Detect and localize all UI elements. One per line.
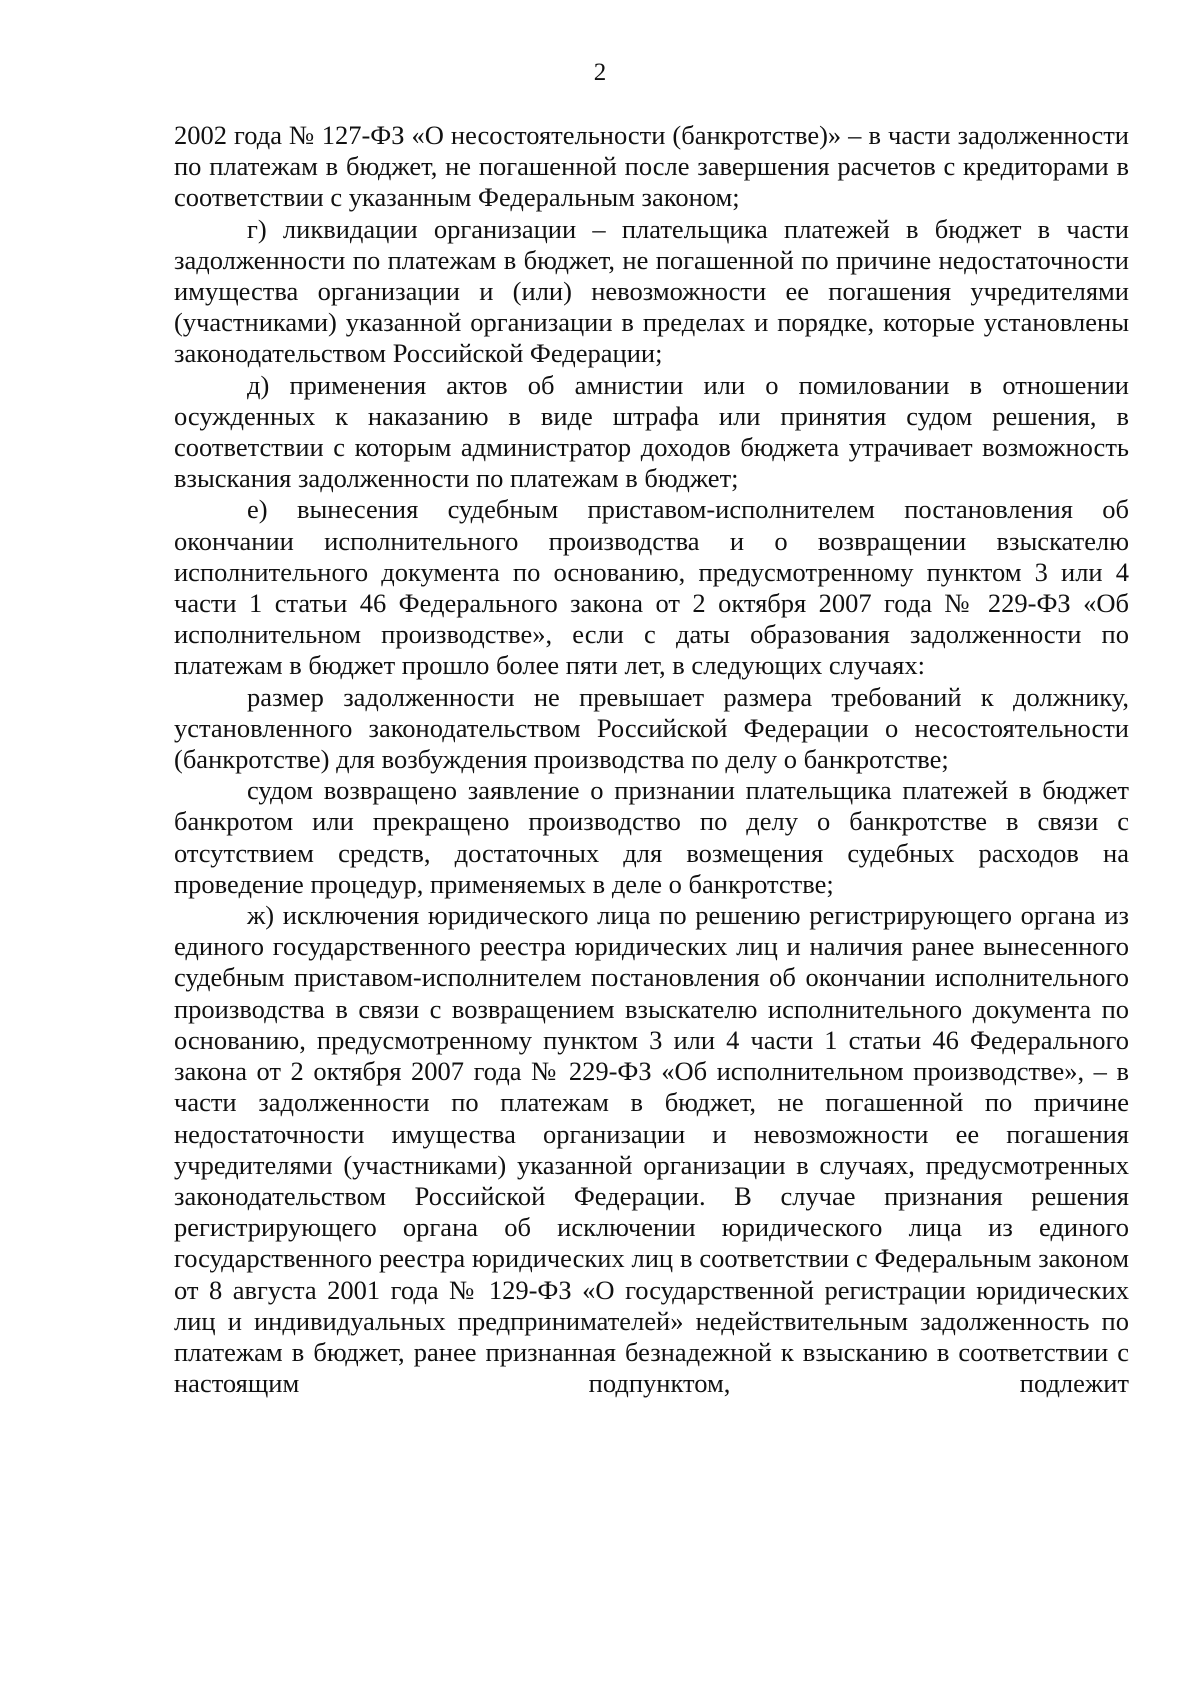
paragraph-continuation: 2002 года № 127-ФЗ «О несостоятельности (банкротстве)» – в части задолженности по платежам в бюджет, не погашенной после завершения расчетов с кредиторами в соответствии с указанным Федеральным законом; xyxy=(174,120,1129,213)
document-body xyxy=(174,120,1129,1399)
paragraph-item-g: г) ликвидации организации – плательщика платежей в бюджет в части задолженности по платежам в бюджет, не погашенной по причине недостаточности имущества организации и (или) невозможности ее погашения учредителями (участниками) указанной организации в пределах и порядке, которые установлены законодательством Российской Федерации; xyxy=(174,213,1129,369)
page-number: 2 xyxy=(593,59,607,86)
paragraph-item-e: е) вынесения судебным приставом-исполнителем постановления об окончании исполнительного производства и о возвращении взыскателю исполнительного документа по основанию, предусмотренному пунктом 3 или 4 части 1 статьи 46 Федерального закона от 2 октября 2007 года № 229-ФЗ «Об исполнительном производстве», если с даты образования задолженности по платежам в бюджет прошло более пяти лет, в следующих случаях: xyxy=(174,494,1129,681)
paragraph-item-zh: ж) исключения юридического лица по решению регистрирующего органа из единого государственного реестра юридических лиц и наличия ранее вынесенного судебным приставом-исполнителем постановления об окончании исполнительного производства в связи с возвращением взыскателю исполнительного документа по основанию, предусмотренному пунктом 3 или 4 части 1 статьи 46 Федерального закона от 2 октября 2007 года № 229-ФЗ «Об исполнительном производстве», – в части задолженности по платежам в бюджет, не погашенной по причине недостаточности имущества организации и невозможности ее погашения учредителями (участниками) указанной организации в случаях, предусмотренных законодательством Российской Федерации. В случае признания решения регистрирующего органа об исключении юридического лица из единого государственного реестра юридических лиц в соответствии с Федеральным законом от 8 августа 2001 года № 129-ФЗ «О государственной регистрации юридических лиц и индивидуальных предпринимателей» недействительным задолженность по платежам в бюджет, ранее признанная безнадежной к взысканию в соответствии с настоящим подпунктом, подлежит xyxy=(174,900,1129,1399)
paragraph-item-d: д) применения актов об амнистии или о помиловании в отношении осужденных к наказанию в виде штрафа или принятия судом решения, в соответствии с которым администратор доходов бюджета утрачивает возможность взыскания задолженности по платежам в бюджет; xyxy=(174,369,1129,494)
paragraph-case-court-return: судом возвращено заявление о признании плательщика платежей в бюджет банкротом или прекращено производство по делу о банкротстве в связи с отсутствием средств, достаточных для возмещения судебных расходов на проведение процедур, применяемых в деле о банкротстве; xyxy=(174,775,1129,899)
paragraph-case-debt-size: размер задолженности не превышает размера требований к должнику, установленного законодательством Российской Федерации о несостоятельности (банкротстве) для возбуждения производства по делу о банкротстве; xyxy=(174,681,1129,775)
